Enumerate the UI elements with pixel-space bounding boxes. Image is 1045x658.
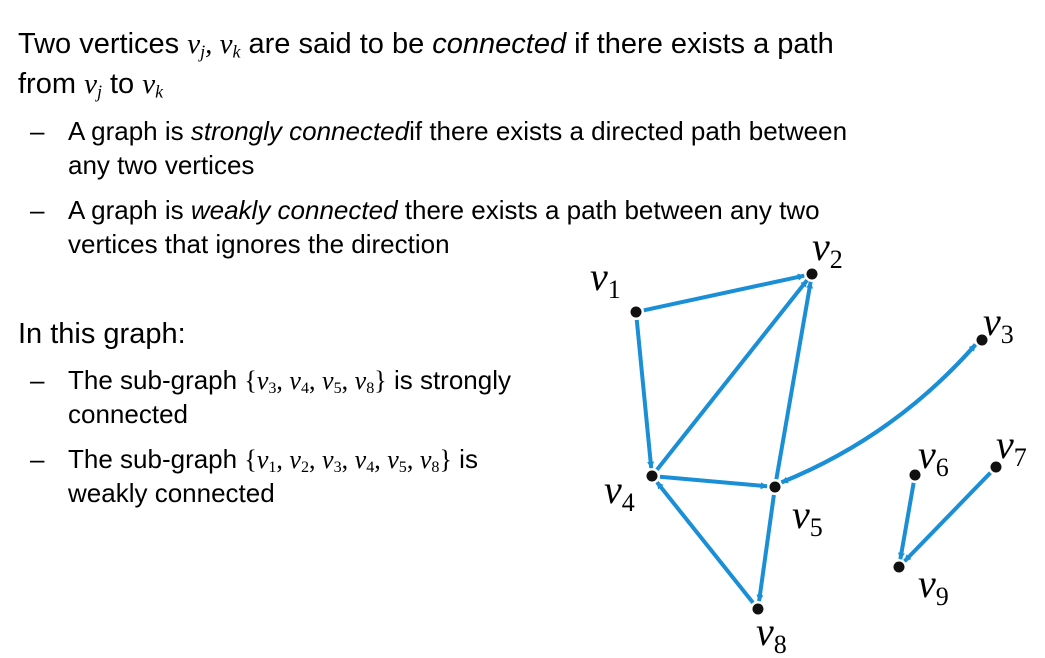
vertex-label-v9: $v_9$: [918, 561, 949, 611]
term-weakly-connected: weakly connected: [190, 195, 398, 225]
vertex-label-v4: $v_4$: [604, 467, 635, 517]
bullet-dash: –: [30, 365, 45, 395]
vertex-dot-v4: [647, 471, 658, 482]
bullet-weakly-line-1: A graph is weakly connected there exists a path between any two: [68, 195, 820, 225]
edge-v5-v8: [759, 495, 774, 601]
example-item-2-line-1: The sub-graph {$v_1$, $v_2$, $v_3$, $v_4$, $v_5$, $v_8$} is: [68, 444, 478, 477]
vertex-set-weak: {$v_1$, $v_2$, $v_3$, $v_4$, $v_5$, $v_8$}: [244, 445, 452, 477]
bullet-dash: –: [30, 116, 45, 146]
term-connected: connected: [432, 28, 567, 60]
example-item-1-line-2: connected: [68, 399, 188, 429]
bullet-weakly-line-2: vertices that ignores the direction: [68, 229, 450, 259]
definition-from: from: [18, 68, 85, 100]
vertex-label-v8: $v_8$: [756, 609, 787, 658]
example-heading: In this graph:: [18, 318, 186, 350]
edge-v8-v4: [657, 482, 753, 602]
definition-to: to: [101, 68, 143, 100]
vertex-label-v7: $v_7$: [996, 422, 1027, 472]
vertex-label-v3: $v_3$: [983, 299, 1014, 349]
vertex-dot-v2: [807, 269, 818, 280]
example-item-2-line-2: weakly connected: [68, 478, 275, 508]
bullet-strongly-line-2: any two vertices: [68, 150, 255, 180]
edge-v1-v2: [644, 276, 804, 311]
vertex-dot-v9: [894, 562, 905, 573]
vertex-vk: $v_k$: [142, 68, 164, 102]
edge-v1-v4: [637, 320, 651, 468]
vertex-vk: $v_k$: [219, 28, 241, 62]
vertex-vj: $v_j$: [84, 68, 102, 102]
edge-v6-v9: [900, 483, 913, 559]
graph-vertices: [631, 269, 1002, 615]
vertex-dot-v1: [631, 307, 642, 318]
graph-edges: [637, 276, 991, 603]
definition-text-pre: Two vertices: [18, 28, 188, 60]
comma: ,: [205, 28, 220, 60]
vertex-vj: $v_j$: [187, 28, 206, 62]
vertex-set-strong: {$v_3$, $v_4$, $v_5$, $v_8$}: [244, 366, 387, 398]
vertex-label-v2: $v_2$: [812, 224, 843, 274]
vertex-label-v6: $v_6$: [918, 432, 949, 482]
example-item-1-line-1: The sub-graph {$v_3$, $v_4$, $v_5$, $v_8$} is strongly: [68, 365, 511, 398]
bullet-dash: –: [30, 195, 45, 225]
term-strongly-connected: strongly connected: [190, 116, 410, 146]
definition-text-mid: are said to be: [240, 28, 433, 60]
edge-v4-v5: [660, 477, 767, 487]
edge-v7-v9: [905, 473, 991, 562]
bullet-strongly-line-1: A graph is strongly connectedif there exists a directed path between: [68, 116, 848, 146]
bullet-dash: –: [30, 444, 45, 474]
definition-text-post: if there exists a path: [566, 28, 834, 60]
vertex-label-v5: $v_5$: [792, 492, 823, 542]
vertex-label-v1: $v_1$: [590, 254, 621, 304]
vertex-dot-v5: [770, 482, 781, 493]
